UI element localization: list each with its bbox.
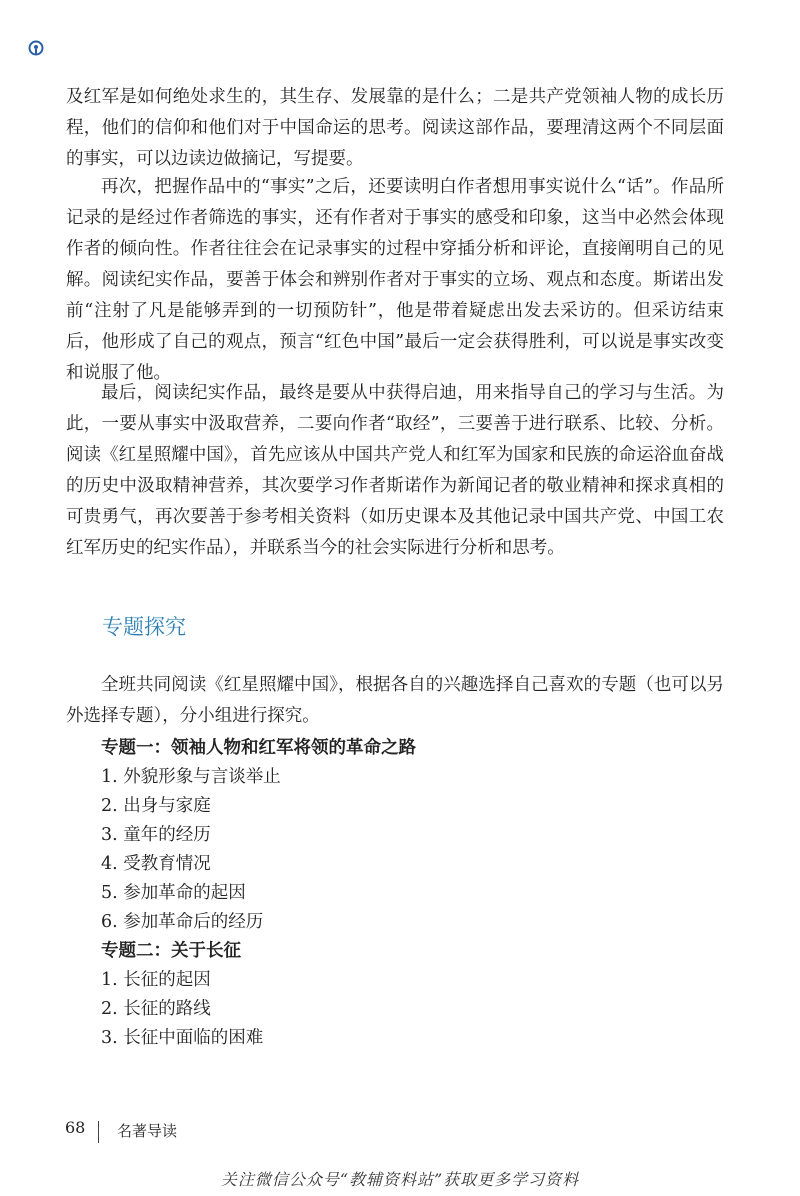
- intro-paragraph: 全班共同阅读《红星照耀中国》，根据各自的兴趣选择自己喜欢的专题（也可以另外选择专题），分小组进行探究。: [66, 675, 724, 726]
- topic-1-item: 3. 童年的经历: [101, 825, 211, 845]
- topic-1-item: 1. 外貌形象与言谈举止: [101, 767, 281, 787]
- topic-list: [101, 734, 416, 1053]
- topic-1-item: 6. 参加革命后的经历: [101, 912, 264, 932]
- section-title: 专题探究: [102, 615, 186, 639]
- body-paragraph-2: 再次，把握作品中的“事实”之后，还要读明白作者想用事实说什么“话”。作品所记录的是经过作者筛选的事实，还有作者对于事实的感受和印象，这当中必然会体现作者的倾向性。作者往往会在记录事实的过程中穿插分析和评论，直接阐明自己的见解。阅读纪实作品，要善于体会和辨别作者对于事实的立场、观点和态度。斯诺出发前“注射了凡是能够弄到的一切预防针”，他是带着疑虑出发去采访的。但采访结束后，他形成了自己的观点，预言“红色中国”最后一定会获得胜利，可以说是事实改变和说服了他。: [66, 177, 724, 383]
- topic-2-item: 1. 长征的起因: [101, 970, 211, 990]
- page-number: 68: [65, 1118, 86, 1137]
- topic-1-heading: 专题一：领袖人物和红军将领的革命之路: [101, 738, 416, 758]
- topic-1-item: 4. 受教育情况: [101, 854, 211, 874]
- body-paragraph-3: 最后，阅读纪实作品，最终是要从中获得启迪，用来指导自己的学习与生活。为此，一要从事实中汲取营养，二要向作者“取经”，三要善于进行联系、比较、分析。阅读《红星照耀中国》，首先应该从中国共产党人和红军为国家和民族的命运浴血奋战的历史中汲取精神营养，其次要学习作者斯诺作为新闻记者的敬业精神和探求真相的可贵勇气，再次要善于参考相关资料（如历史课本及其他记录中国共产党、中国工农红军历史的纪实作品），并联系当今的社会实际进行分析和思考。: [66, 383, 724, 558]
- footer-divider: [98, 1121, 99, 1143]
- watermark-text: 关注微信公众号“教辅资料站”获取更多学习资料: [220, 1170, 580, 1189]
- topic-1-item: 2. 出身与家庭: [101, 796, 211, 816]
- body-paragraph-1: 及红军是如何绝处求生的，其生存、发展靠的是什么；二是共产党领袖人物的成长历程，他们的信仰和他们对于中国命运的思考。阅读这部作品，要理清这两个不同层面的事实，可以边读边做摘记，写提要。: [66, 87, 724, 169]
- topic-2-heading: 专题二：关于长征: [101, 941, 241, 961]
- topic-1-item: 5. 参加革命的起因: [101, 883, 246, 903]
- book-section-label: 名著导读: [117, 1122, 178, 1140]
- topic-2-item: 2. 长征的路线: [101, 999, 211, 1019]
- topic-2-item: 3. 长征中面临的困难: [101, 1028, 264, 1048]
- publisher-logo-icon: [28, 40, 44, 56]
